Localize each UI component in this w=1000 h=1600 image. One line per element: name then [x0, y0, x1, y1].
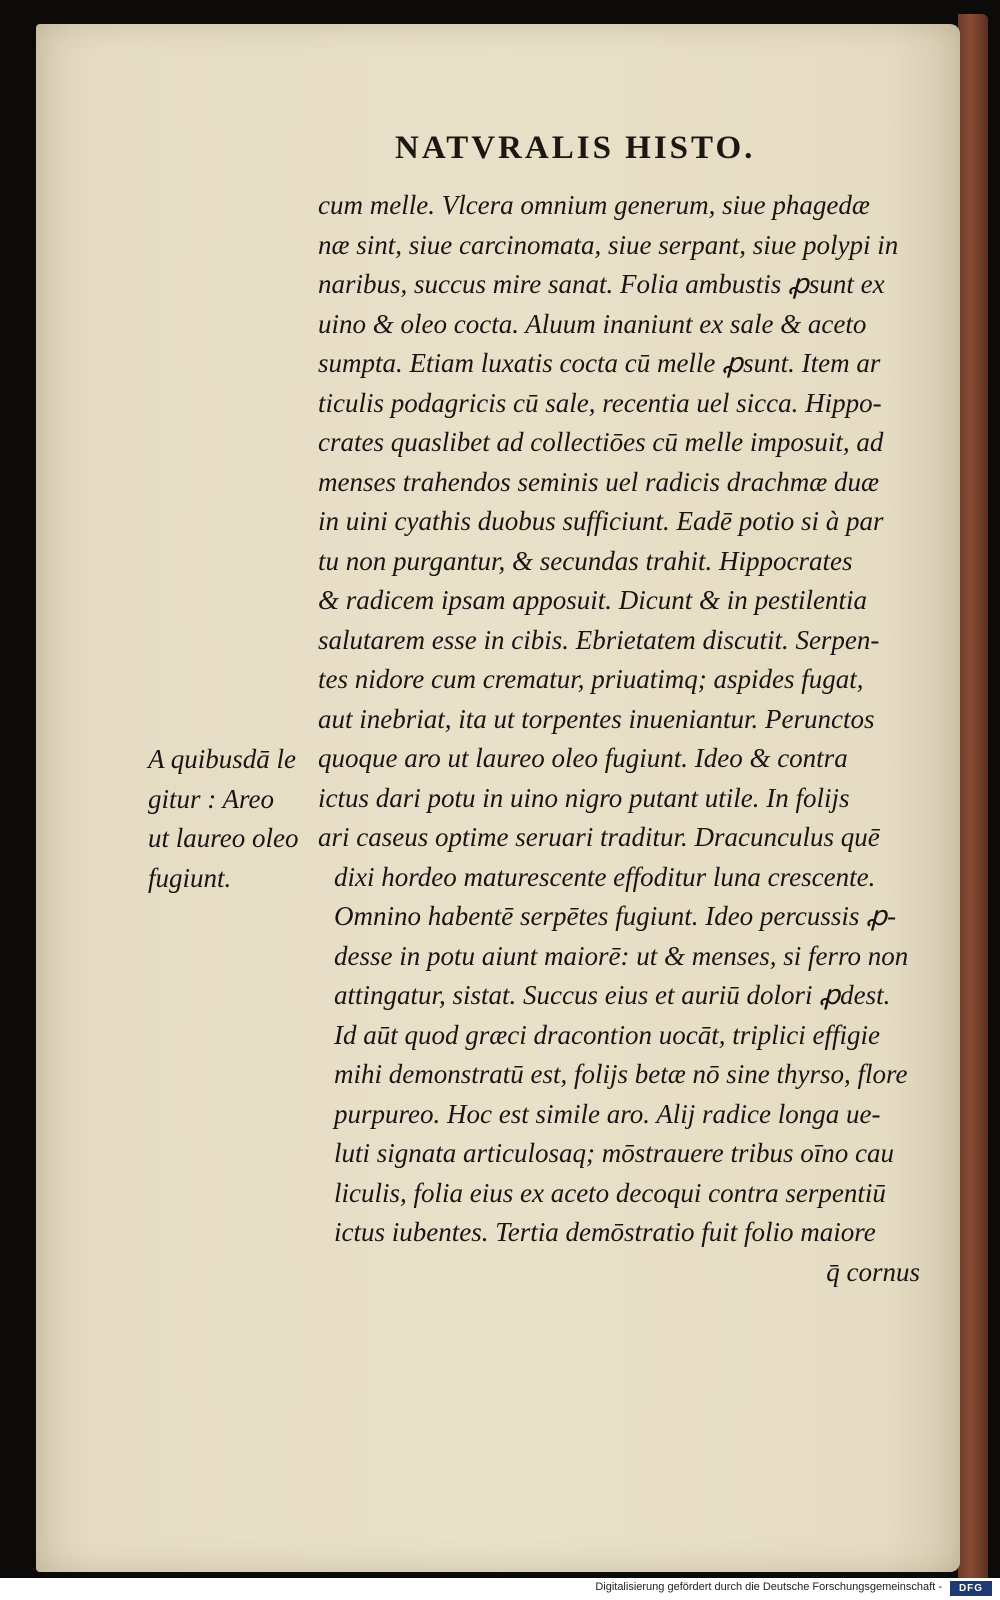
text-line: mihi demonstratū est, folijs betæ nō sine thyrso, flore	[334, 1059, 908, 1089]
text-line: ictus iubentes. Tertia demōstratio fuit folio maiore	[334, 1217, 876, 1247]
text-line: attingatur, sistat. Succus eius et auriū dolori ꝓdest.	[334, 980, 891, 1010]
text-line: naribus, succus mire sanat. Folia ambustis ꝓsunt ex	[318, 269, 885, 299]
text-line: Omnino habentē serpētes fugiunt. Ideo percussis ꝓ-	[334, 901, 897, 931]
text-line: quoque aro ut laureo oleo fugiunt. Ideo & contra	[318, 743, 848, 773]
text-line: purpureo. Hoc est simile aro. Alij radice longa ue-	[334, 1098, 881, 1129]
text-line: ictus dari potu in uino nigro putant utile. In folijs	[318, 782, 850, 813]
text-line: cum melle. Vlcera omnium generum, siue phagedæ	[318, 190, 870, 220]
text-line: dixi hordeo maturescente effoditur luna crescente.	[334, 861, 876, 892]
text-line: aut inebriat, ita ut torpentes inueniantur. Perunctos	[318, 703, 875, 734]
text-line: & radicem ipsam apposuit. Dicunt & in pestilentia	[318, 585, 867, 615]
text-line: sumpta. Etiam luxatis cocta cū melle ꝓsunt. Item ar	[318, 348, 881, 378]
main-text-block	[318, 186, 930, 1292]
catchword: q̄ cornus	[826, 1256, 920, 1287]
text-line: desse in potu aiunt maiorē: ut & menses, si ferro non	[334, 940, 909, 971]
marginal-note-line: fugiunt.	[148, 862, 232, 893]
text-line: Id aūt quod græci dracontion uocāt, triplici effigie	[334, 1019, 880, 1050]
marginal-note-line: gitur : Areo	[148, 783, 274, 814]
text-line: tes nidore cum crematur, priuatimq; aspides fugat,	[318, 664, 864, 694]
text-line: uino & oleo cocta. Aluum inaniunt ex sale & aceto	[318, 308, 867, 339]
text-line: salutarem esse in cibis. Ebrietatem discutit. Serpen-	[318, 624, 880, 655]
text-line: ari caseus optime seruari traditur. Dracunculus quē	[318, 822, 880, 852]
digitization-footer	[0, 1578, 1000, 1600]
marginal-note	[148, 740, 318, 898]
footer-credit: Digitalisierung gefördert durch die Deutsche Forschungsgemeinschaft -	[595, 1581, 942, 1593]
marginal-note-line: A quibusdā le	[148, 744, 296, 774]
dfg-logo-icon: DFG	[950, 1581, 992, 1596]
text-line: ticulis podagricis cū sale, recentia uel sicca. Hippo-	[318, 387, 882, 418]
text-line: menses trahendos seminis uel radicis drachmæ duæ	[318, 466, 879, 497]
book-page-edge	[958, 14, 988, 1584]
text-line: næ sint, siue carcinomata, siue serpant, siue polypi in	[318, 229, 899, 260]
text-line: luti signata articulosaq; mōstrauere tribus oīno cau	[334, 1138, 894, 1168]
text-line: crates quaslibet ad collectiōes cū melle imposuit, ad	[318, 427, 884, 457]
marginal-note-line: ut laureo oleo	[148, 823, 299, 853]
text-line: liculis, folia eius ex aceto decoqui contra serpentiū	[334, 1177, 886, 1208]
text-line: in uini cyathis duobus sufficiunt. Eadē potio si à par	[318, 506, 884, 536]
running-head: NATVRALIS HISTO.	[395, 130, 756, 166]
text-line: tu non purgantur, & secundas trahit. Hippocrates	[318, 545, 853, 576]
